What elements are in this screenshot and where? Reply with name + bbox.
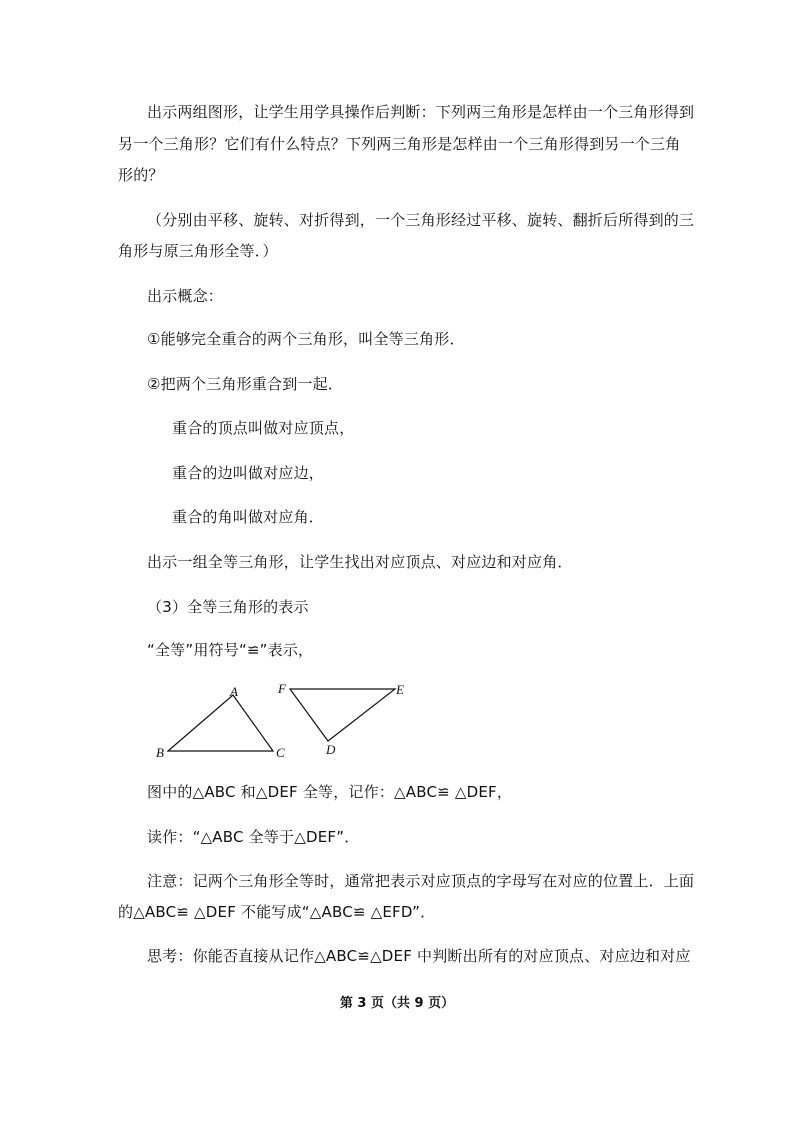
paragraph-line-19: 思考：你能否直接从记作△ABC≌△DEF 中判断出所有的对应顶点、对应边和对应 bbox=[147, 947, 691, 965]
paragraph-line-14: “全等”用符号“≌”表示， bbox=[147, 641, 314, 659]
paragraph-line-3: 形的？ bbox=[118, 166, 164, 184]
vertex-label-e: E bbox=[396, 682, 404, 697]
paragraph-line-18: 的△ABC≌ △DEF 不能写成“△ABC≌ △EFD”． bbox=[118, 903, 436, 921]
paragraph-line-10: 重合的边叫做对应边， bbox=[172, 464, 325, 482]
paragraph-line-4: （分别由平移、旋转、对折得到，一个三角形经过平移、旋转、翻折后所得到的三 bbox=[147, 211, 695, 229]
vertex-label-c: C bbox=[276, 745, 285, 760]
paragraph-line-11: 重合的角叫做对应角． bbox=[172, 508, 325, 526]
page-number-footer: 第 3 页（共 9 页） bbox=[339, 996, 455, 1011]
vertex-label-f: F bbox=[278, 681, 286, 696]
vertex-label-d: D bbox=[326, 742, 336, 757]
vertex-label-a: A bbox=[230, 684, 238, 699]
paragraph-line-17: 注意：记两个三角形全等时，通常把表示对应顶点的字母写在对应的位置上．上面 bbox=[147, 872, 695, 890]
triangle-diagram-svg bbox=[145, 675, 425, 765]
paragraph-line-13: （3）全等三角形的表示 bbox=[147, 598, 309, 616]
paragraph-line-1: 出示两组图形，让学生用学具操作后判断：下列两三角形是怎样由一个三角形得到 bbox=[147, 103, 695, 121]
paragraph-line-7: ①能够完全重合的两个三角形，叫全等三角形． bbox=[147, 330, 465, 348]
congruent-triangles-figure bbox=[145, 675, 425, 765]
triangle-abc bbox=[168, 695, 273, 751]
paragraph-line-6: 出示概念： bbox=[147, 287, 224, 305]
paragraph-line-16: 读作：“△ABC 全等于△DEF”． bbox=[147, 828, 360, 846]
paragraph-line-12: 出示一组全等三角形，让学生找出对应顶点、对应边和对应角． bbox=[147, 553, 573, 571]
triangle-def bbox=[290, 689, 395, 741]
paragraph-line-15: 图中的△ABC 和△DEF 全等，记作：△ABC≌ △DEF， bbox=[147, 783, 513, 801]
vertex-label-b: B bbox=[156, 745, 164, 760]
paragraph-line-9: 重合的顶点叫做对应顶点， bbox=[172, 419, 355, 437]
paragraph-line-2: 另一个三角形？它们有什么特点？下列两三角形是怎样由一个三角形得到另一个三角 bbox=[118, 135, 681, 153]
paragraph-line-5: 角形与原三角形全等．） bbox=[118, 242, 278, 260]
paragraph-line-8: ②把两个三角形重合到一起． bbox=[147, 375, 344, 393]
